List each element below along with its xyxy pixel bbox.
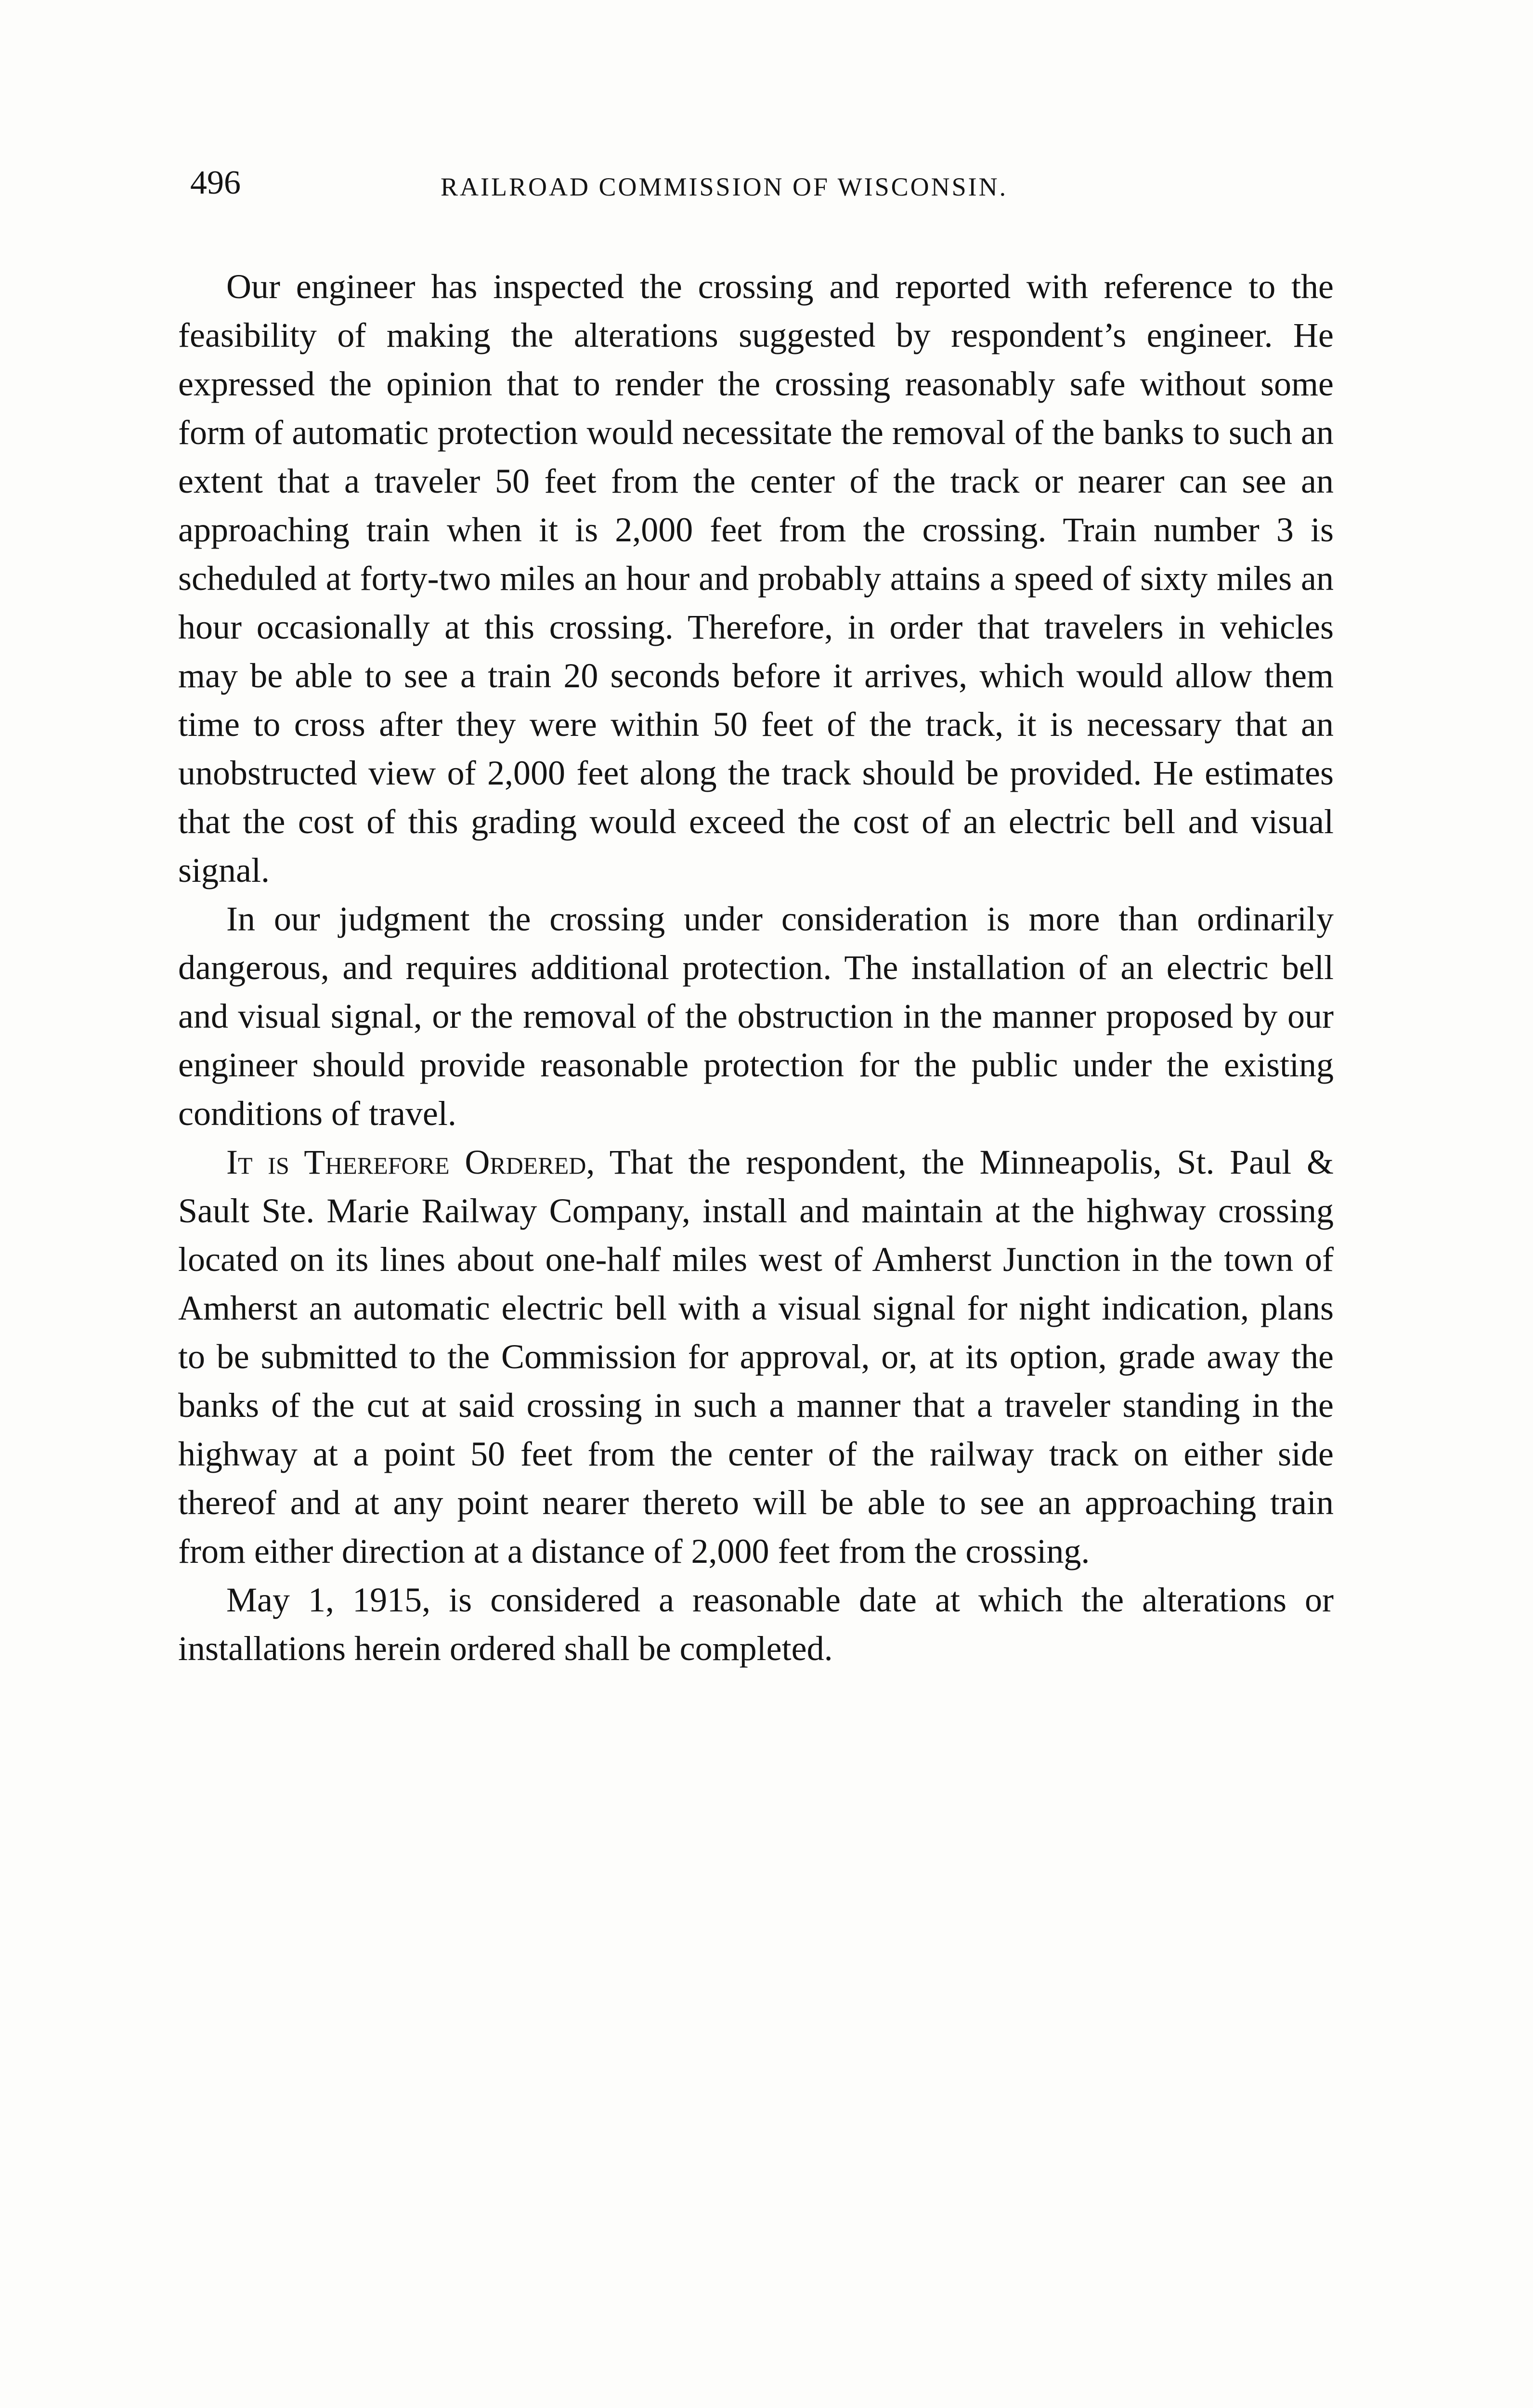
order-text: That the respondent, the Minneapolis, St. Paul & Sault Ste. Marie Railway Company, install and maintain at the highway crossing located on its lines about one-half miles west of Amherst Junction in the town of Amherst an automatic electric bell with a visual signal for night indication, plans to be submitted to the Commission for approval, or, at its option, grade away the banks of the cut at said crossing in such a manner that a traveler standing in the highway at a point 50 feet from the center of the railway track on either side thereof and at any point nearer thereto will be able to see an approaching train from either direction at a distance of 2,000 feet from the crossing. [178,1143,1334,1570]
paragraph-engineer-report: Our engineer has inspected the crossing and reported with reference to the feasibility of making the alterations suggested by respondent’s engineer. He expressed the opinion that to render the crossing reasonably safe without some form of automatic protection would necessitate the removal of the banks to such an extent that a traveler 50 feet from the center of the track or nearer can see an approaching train when it is 2,000 feet from the crossing. Train number 3 is scheduled at forty-two miles an hour and probably attains a speed of sixty miles an hour occasionally at this crossing. Therefore, in order that travelers in vehicles may be able to see a train 20 seconds before it arrives, which would allow them time to cross after they were within 50 feet of the track, it is necessary that an unobstructed view of 2,000 feet along the track should be provided. He estimates that the cost of this grading would exceed the cost of an electric bell and visual signal. [178,267,1334,890]
page-header [190,159,1355,207]
body-text [178,262,1334,1673]
running-head: RAILROAD COMMISSION OF WISCONSIN. [441,172,1008,201]
paragraph-judgment: In our judgment the crossing under consideration is more than ordinarily dangerous, and requires additional protection. The installation of an electric bell and visual signal, or the removal of the obstruction in the manner proposed by our engineer should provide reasonable protection for the public under the existing conditions of travel. [178,900,1334,1133]
paragraph-completion-date: May 1, 1915, is considered a reasonable date at which the alterations or installations herein ordered shall be completed. [178,1581,1334,1668]
page-number: 496 [190,164,241,201]
paragraph-order [178,1138,1334,1576]
order-lead-in: It is Therefore Ordered, [226,1143,595,1181]
